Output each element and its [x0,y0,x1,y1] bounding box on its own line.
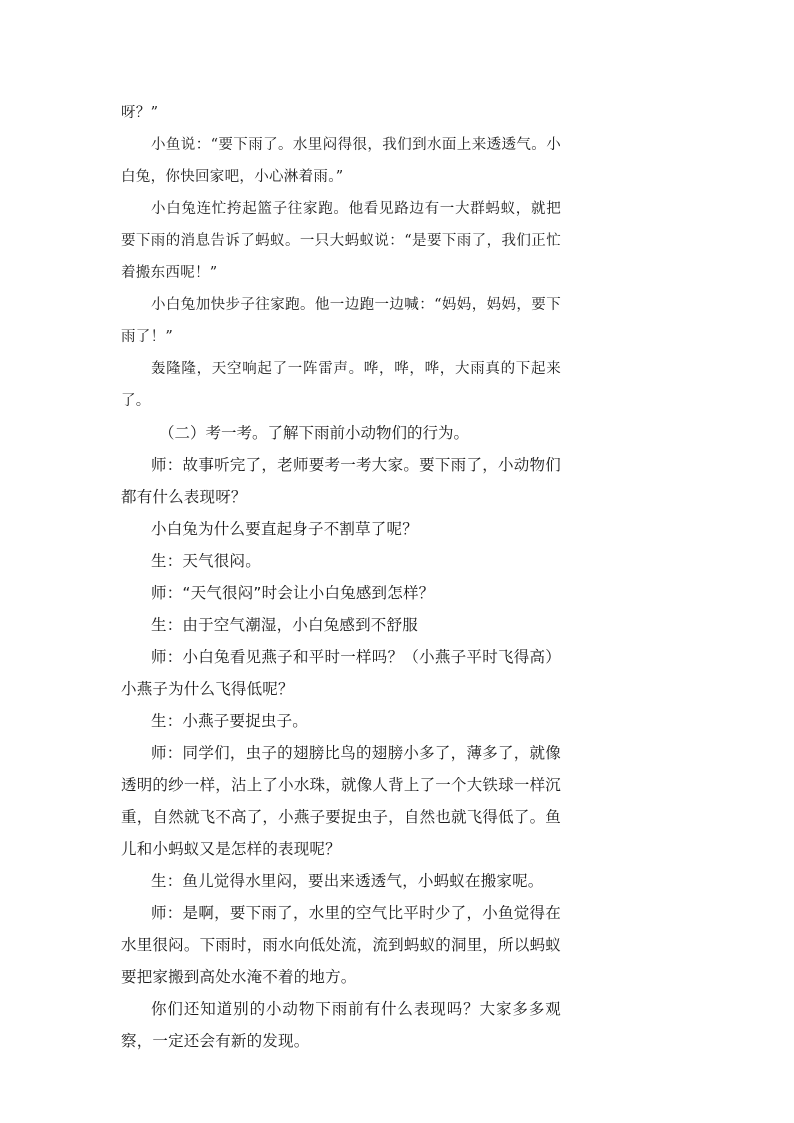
story-paragraph: 呀？” [121,105,159,121]
story-paragraph: 轰隆隆，天空响起了一阵雷声。哗，哗，哗，大雨真的下起来了。 [121,361,561,409]
story-paragraph: 小鱼说：“要下雨了。水里闷得很，我们到水面上来透透气。小白兔，你快回家吧，小心淋着雨。” [121,137,561,185]
dialog-paragraph: 小白兔为什么要直起身子不割草了呢？ [151,520,418,538]
dialog-paragraph: 师：是啊，要下雨了，水里的空气比平时少了，小鱼觉得在水里很闷。下雨时，雨水向低处流，流到蚂蚁的洞里，所以蚂蚁要把家搬到高处水淹不着的地方。 [121,904,561,986]
dialog-paragraph: 生：天气很闷。 [151,552,261,570]
section-heading: （二）考一考。了解下雨前小动物们的行为。 [159,424,470,442]
dialog-paragraph: 师：故事听完了，老师要考一考大家。要下雨了，小动物们都有什么表现呀？ [121,456,561,506]
dialog-paragraph: 师：同学们，虫子的翅膀比鸟的翅膀小多了，薄多了，就像透明的纱一样，沾上了小水珠，就像人背上了一个大铁球一样沉重，自然就飞不高了，小燕子要捉虫子，自然也就飞得低了。鱼儿和小蚂蚁又是怎样的表现呢？ [121,744,561,858]
dialog-paragraph: 生：鱼儿觉得水里闷，要出来透透气，小蚂蚁在搬家呢。 [151,872,544,890]
story-paragraph: 小白兔加快步子往家跑。他一边跑一边喊：“妈妈，妈妈，要下雨了！” [121,297,561,345]
dialog-paragraph: 你们还知道别的小动物下雨前有什么表现吗？大家多多观察，一定还会有新的发现。 [121,1000,561,1050]
dialog-paragraph: 师：“天气很闷”时会让小白兔感到怎样？ [151,584,435,602]
story-paragraph: 小白兔连忙挎起篮子往家跑。他看见路边有一大群蚂蚁，就把要下雨的消息告诉了蚂蚁。一只大蚂蚁说：“是要下雨了，我们正忙着搬东西呢！” [121,201,561,281]
dialog-paragraph: 师：小白兔看见燕子和平时一样吗？（小燕子平时飞得高）小燕子为什么飞得低呢？ [121,648,561,698]
dialog-paragraph: 生：小燕子要捉虫子。 [151,712,309,730]
dialog-paragraph: 生：由于空气潮湿，小白兔感到不舒服 [151,616,418,634]
document-body [121,97,561,1057]
